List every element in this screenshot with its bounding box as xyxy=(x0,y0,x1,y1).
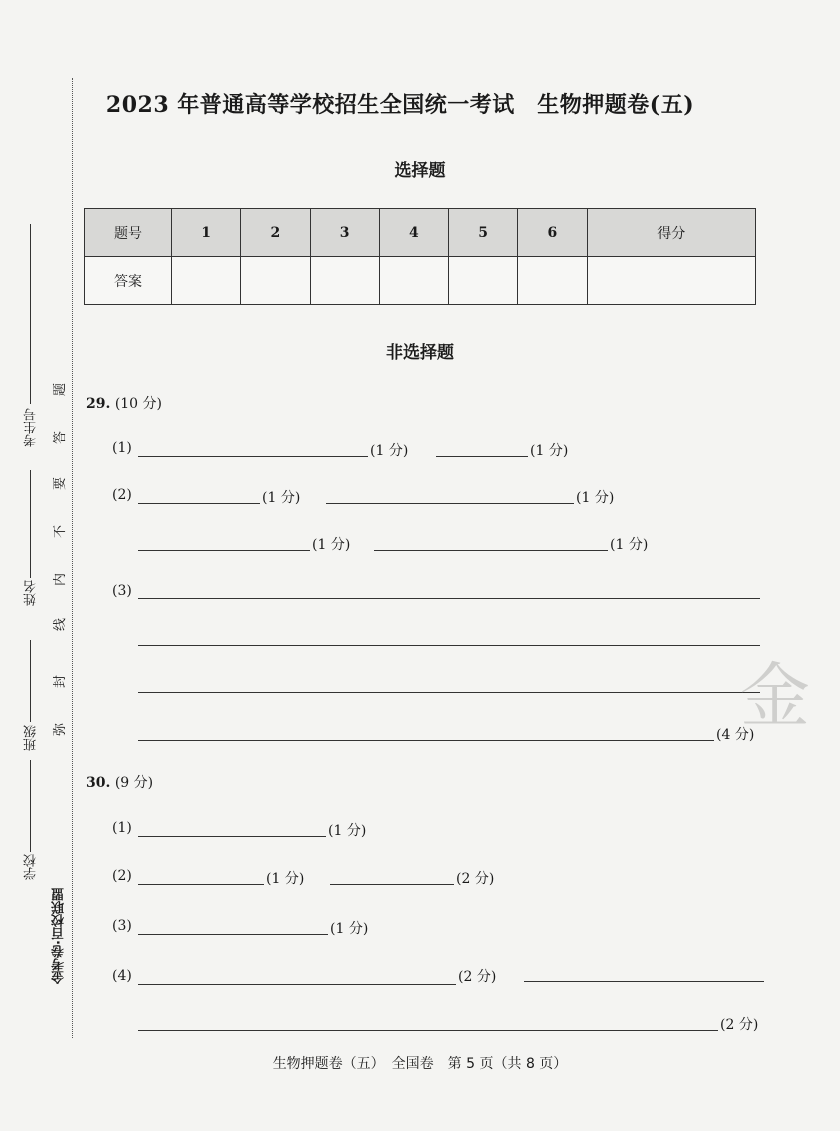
class-line xyxy=(30,640,31,722)
page-footer: 生物押题卷（五） 全国卷 第 5 页（共 8 页） xyxy=(272,1056,568,1072)
class-label: 班级 xyxy=(24,725,39,751)
answer-cell[interactable] xyxy=(379,257,448,305)
q30-number: 30. xyxy=(86,775,111,791)
answer-cell[interactable] xyxy=(172,257,241,305)
column-header: 2 xyxy=(241,209,310,257)
brand-label: 金考卷·百校联盟 xyxy=(52,888,67,984)
answer-cell[interactable] xyxy=(310,257,379,305)
nonchoice-section-heading: 非选择题 xyxy=(386,343,454,363)
q30-3-blank[interactable] xyxy=(138,934,328,935)
q30-2b-points: (2 分) xyxy=(456,871,495,887)
answer-cell[interactable] xyxy=(449,257,518,305)
q29-2c-points: (1 分) xyxy=(312,537,351,553)
q29-part1-label: (1) xyxy=(112,440,132,456)
school-line xyxy=(30,760,31,852)
answer-table xyxy=(84,208,756,305)
seal-char: 题 xyxy=(53,382,69,397)
q29-points: (10 分) xyxy=(114,396,163,412)
q29-2c-blank[interactable] xyxy=(138,550,310,551)
q30-4b-blank[interactable] xyxy=(524,981,764,982)
seal-char: 答 xyxy=(53,430,69,445)
q30-1-blank[interactable] xyxy=(138,836,326,837)
seal-char: 封 xyxy=(53,674,69,689)
seal-char: 内 xyxy=(53,572,69,587)
q30-2a-blank[interactable] xyxy=(138,884,264,885)
column-header: 1 xyxy=(172,209,241,257)
answer-label: 答案 xyxy=(85,257,172,305)
page-title: 2023 年普通高等学校招生全国统一考试 生物押题卷(五) xyxy=(105,92,695,118)
score-label: 得分 xyxy=(587,209,756,257)
q29-2d-points: (1 分) xyxy=(610,537,649,553)
name-label: 姓名 xyxy=(24,580,39,606)
q30-part2-label: (2) xyxy=(112,868,132,884)
seal-char: 线 xyxy=(53,617,69,632)
q29-part3-label: (3) xyxy=(112,583,132,599)
answer-cell[interactable] xyxy=(518,257,587,305)
q30-4a-points: (2 分) xyxy=(458,969,497,985)
q29-3-points: (4 分) xyxy=(716,727,755,743)
q29-2a-blank[interactable] xyxy=(138,503,260,504)
q29-part2-label: (2) xyxy=(112,487,132,503)
column-header: 3 xyxy=(310,209,379,257)
school-label: 学校 xyxy=(24,854,39,880)
exam-number-line xyxy=(30,224,31,404)
column-header: 4 xyxy=(379,209,448,257)
choice-section-heading: 选择题 xyxy=(394,161,446,181)
table-header-row xyxy=(85,209,756,257)
column-header: 5 xyxy=(449,209,518,257)
column-header: 6 xyxy=(518,209,587,257)
q29-2d-blank[interactable] xyxy=(374,550,608,551)
q30-part3-label: (3) xyxy=(112,918,132,934)
q30-3-points: (1 分) xyxy=(330,921,369,937)
q29-1a-points: (1 分) xyxy=(370,443,409,459)
seal-char: 不 xyxy=(53,524,69,539)
q30-4a-blank[interactable] xyxy=(138,984,456,985)
q30-4c-points: (2 分) xyxy=(720,1017,759,1033)
q29-1b-blank[interactable] xyxy=(436,456,528,457)
q30-points: (9 分) xyxy=(114,775,154,791)
q29-3-line[interactable] xyxy=(138,645,760,646)
q29-3-line[interactable] xyxy=(138,740,714,741)
seal-char: 弥 xyxy=(53,722,69,737)
q29-3-line[interactable] xyxy=(138,692,760,693)
q29-1a-blank[interactable] xyxy=(138,456,368,457)
q30-2b-blank[interactable] xyxy=(330,884,454,885)
watermark: 金 xyxy=(740,655,810,737)
q30-4c-blank[interactable] xyxy=(138,1030,718,1031)
score-cell[interactable] xyxy=(587,257,756,305)
answer-cell[interactable] xyxy=(241,257,310,305)
q30-1-points: (1 分) xyxy=(328,823,367,839)
q29-2a-points: (1 分) xyxy=(262,490,301,506)
q29-2b-points: (1 分) xyxy=(576,490,615,506)
exam-number-label: 考生号 xyxy=(24,408,39,447)
q29-3-line[interactable] xyxy=(138,598,760,599)
q30-part4-label: (4) xyxy=(112,968,132,984)
question-number-label: 题号 xyxy=(85,209,172,257)
q29-number: 29. xyxy=(86,396,111,412)
q30-part1-label: (1) xyxy=(112,820,132,836)
seal-char: 要 xyxy=(53,476,69,491)
q29-2b-blank[interactable] xyxy=(326,503,574,504)
name-line xyxy=(30,470,31,578)
q30-2a-points: (1 分) xyxy=(266,871,305,887)
table-answer-row xyxy=(85,257,756,305)
binding-dotted-line xyxy=(72,78,73,1038)
q29-1b-points: (1 分) xyxy=(530,443,569,459)
